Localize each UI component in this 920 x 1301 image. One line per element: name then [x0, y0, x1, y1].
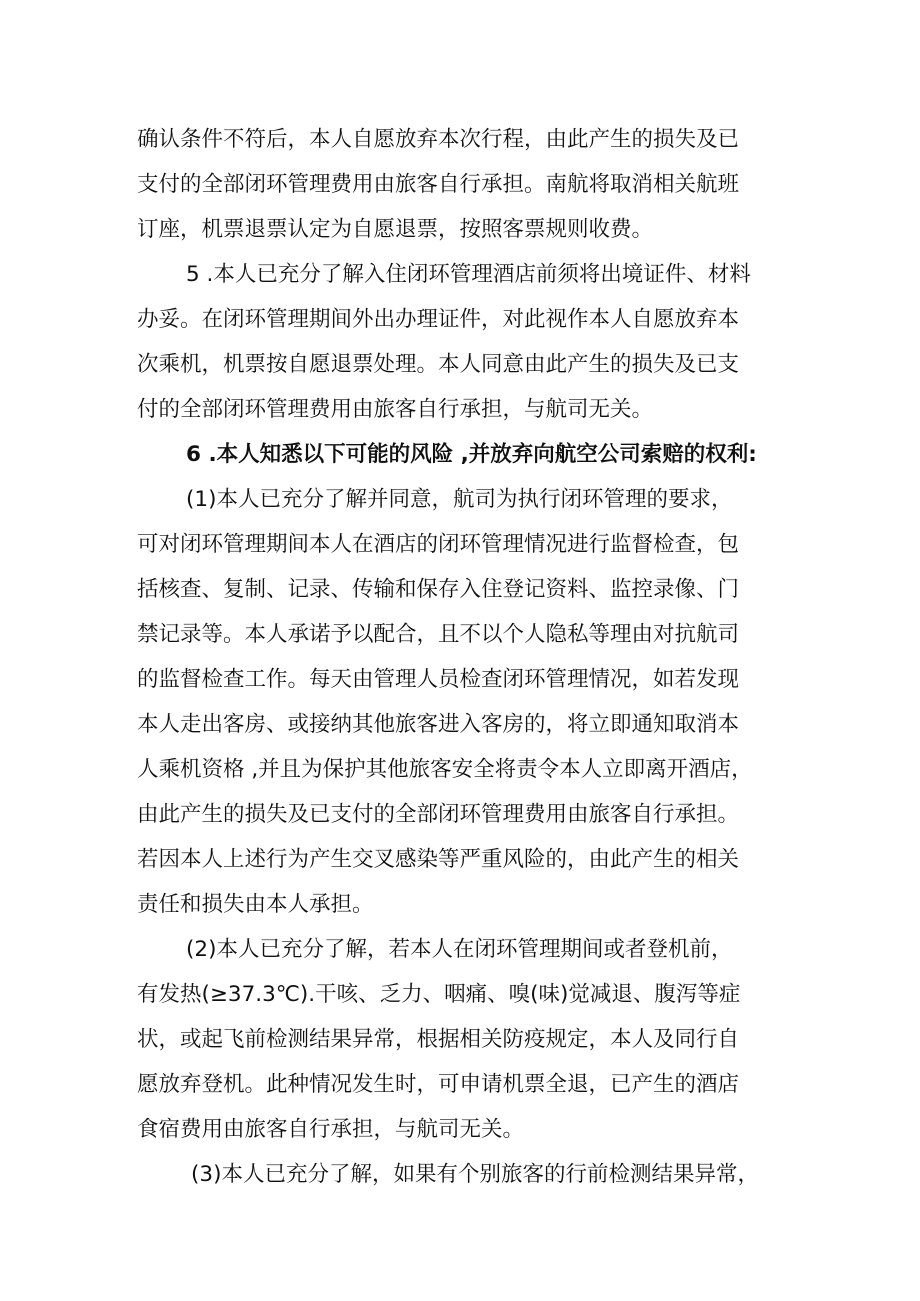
paragraph-line: 次乘机，机票按自愿退票处理。本人同意由此产生的损失及已支 [137, 352, 740, 377]
paragraph-line: 确认条件不符后，本人自愿放弃本次行程，由此产生的损失及已 [137, 127, 740, 152]
clause-6-3-first-line: (3)本人已充分了解，如果有个别旅客的行前检测结果异常， [191, 1162, 759, 1187]
paragraph-line: 由此产生的损失及已支付的全部闭环管理费用由旅客自行承担。 [137, 802, 740, 827]
paragraph-line: 订座，机票退票认定为自愿退票，按照客票规则收费。 [137, 217, 654, 242]
paragraph-line: 状，或起飞前检测结果异常，根据相关防疫规定，本人及同行自 [137, 1027, 740, 1052]
paragraph-line: 的监督检查工作。每天由管理人员检查闭环管理情况，如若发现 [137, 667, 740, 692]
paragraph-line: 责任和损失由本人承担。 [137, 892, 374, 917]
clause-6-heading: 6 .本人知悉以下可能的风险 ,并放弃向航空公司索赔的权利: [186, 442, 757, 467]
paragraph-line: 本人走出客房、或接纳其他旅客进入客房的，将立即通知取消本 [137, 712, 740, 737]
paragraph-line: 愿放弃登机。此种情况发生时，可申请机票全退，已产生的酒店 [137, 1072, 740, 1097]
paragraph-line: 有发热(≥37.3℃).干咳、乏力、咽痛、嗅(味)觉减退、腹泻等症 [137, 982, 741, 1007]
paragraph-line: 禁记录等。本人承诺予以配合，且不以个人隐私等理由对抗航司 [137, 622, 740, 647]
paragraph-line: 括核查、复制、记录、传输和保存入住登记资料、监控录像、门 [137, 577, 740, 602]
paragraph-line: 若因本人上述行为产生交叉感染等严重风险的，由此产生的相关 [137, 847, 740, 872]
paragraph-line: 人乘机资格 ,并且为保护其他旅客安全将责令本人立即离开酒店， [137, 757, 753, 782]
paragraph-line: 食宿费用由旅客自行承担，与航司无关。 [137, 1117, 525, 1142]
paragraph-line: 办妥。在闭环管理期间外出办理证件，对此视作本人自愿放弃本 [137, 307, 740, 332]
clause-6-1-first-line: (1)本人已充分了解并同意，航司为执行闭环管理的要求， [186, 487, 733, 512]
clause-5-first-line: 5 .本人已充分了解入住闭环管理酒店前须将出境证件、材料 [186, 262, 751, 287]
paragraph-line: 支付的全部闭环管理费用由旅客自行承担。南航将取消相关航班 [137, 172, 740, 197]
clause-6-2-first-line: (2)本人已充分了解，若本人在闭环管理期间或者登机前， [186, 937, 733, 962]
paragraph-line: 可对闭环管理期间本人在酒店的闭环管理情况进行监督检查，包 [137, 532, 740, 557]
paragraph-line: 付的全部闭环管理费用由旅客自行承担，与航司无关。 [137, 397, 654, 422]
